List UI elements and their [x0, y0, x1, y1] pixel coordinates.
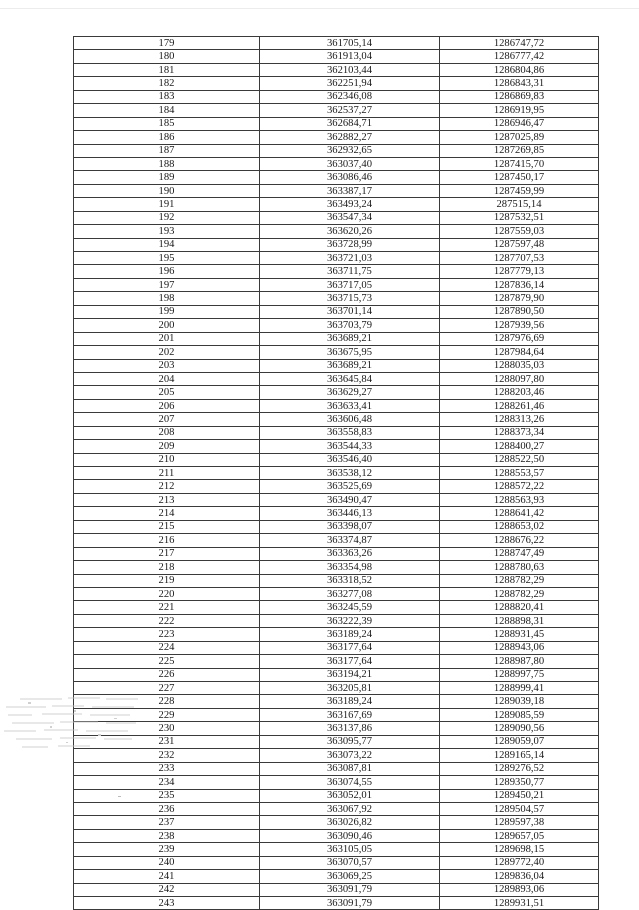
- y-coordinate-cell: 1287879,90: [440, 292, 599, 305]
- x-coordinate-cell: 363245,59: [260, 601, 440, 614]
- point-number-cell: 181: [74, 63, 260, 76]
- y-coordinate-cell: 1287597,48: [440, 238, 599, 251]
- x-coordinate-cell: 361913,04: [260, 50, 440, 63]
- y-coordinate-cell: 1289276,52: [440, 762, 599, 775]
- x-coordinate-cell: 363091,79: [260, 883, 440, 896]
- x-coordinate-cell: 363086,46: [260, 171, 440, 184]
- point-number-cell: 195: [74, 252, 260, 265]
- point-number-cell: 216: [74, 534, 260, 547]
- y-coordinate-cell: 1287025,89: [440, 131, 599, 144]
- table-row: [74, 184, 599, 197]
- point-number-cell: 208: [74, 426, 260, 439]
- y-coordinate-cell: 1289698,15: [440, 843, 599, 856]
- table-row: [74, 77, 599, 90]
- y-coordinate-cell: 1288035,03: [440, 359, 599, 372]
- x-coordinate-cell: 363105,05: [260, 843, 440, 856]
- x-coordinate-cell: 363717,05: [260, 278, 440, 291]
- x-coordinate-cell: 363711,75: [260, 265, 440, 278]
- y-coordinate-cell: 1288782,29: [440, 574, 599, 587]
- point-number-cell: 231: [74, 735, 260, 748]
- y-coordinate-cell: 1289504,57: [440, 802, 599, 815]
- y-coordinate-cell: 1289165,14: [440, 749, 599, 762]
- x-coordinate-cell: 363703,79: [260, 319, 440, 332]
- table-row: [74, 695, 599, 708]
- x-coordinate-cell: 363095,77: [260, 735, 440, 748]
- table-row: [74, 319, 599, 332]
- coordinates-table-body: [74, 37, 599, 910]
- point-number-cell: 229: [74, 708, 260, 721]
- table-row: [74, 668, 599, 681]
- y-coordinate-cell: 1287779,13: [440, 265, 599, 278]
- x-coordinate-cell: 363069,25: [260, 870, 440, 883]
- y-coordinate-cell: 1286843,31: [440, 77, 599, 90]
- table-row: [74, 198, 599, 211]
- table-row: [74, 762, 599, 775]
- point-number-cell: 240: [74, 856, 260, 869]
- point-number-cell: 185: [74, 117, 260, 130]
- point-number-cell: 223: [74, 628, 260, 641]
- y-coordinate-cell: 1287836,14: [440, 278, 599, 291]
- table-row: [74, 238, 599, 251]
- table-row: [74, 856, 599, 869]
- y-coordinate-cell: 1288653,02: [440, 520, 599, 533]
- point-number-cell: 180: [74, 50, 260, 63]
- y-coordinate-cell: 1288572,22: [440, 480, 599, 493]
- x-coordinate-cell: 362932,65: [260, 144, 440, 157]
- table-row: [74, 493, 599, 506]
- x-coordinate-cell: 362537,27: [260, 104, 440, 117]
- point-number-cell: 237: [74, 816, 260, 829]
- x-coordinate-cell: 363546,40: [260, 453, 440, 466]
- y-coordinate-cell: 1286869,83: [440, 90, 599, 103]
- table-row: [74, 870, 599, 883]
- x-coordinate-cell: 363137,86: [260, 722, 440, 735]
- table-row: [74, 131, 599, 144]
- point-number-cell: 204: [74, 372, 260, 385]
- x-coordinate-cell: 363354,98: [260, 561, 440, 574]
- x-coordinate-cell: 363544,33: [260, 440, 440, 453]
- table-row: [74, 117, 599, 130]
- x-coordinate-cell: 362346,08: [260, 90, 440, 103]
- y-coordinate-cell: 1287415,70: [440, 157, 599, 170]
- x-coordinate-cell: 363067,92: [260, 802, 440, 815]
- x-coordinate-cell: 363558,83: [260, 426, 440, 439]
- y-coordinate-cell: 1287559,03: [440, 225, 599, 238]
- table-row: [74, 883, 599, 896]
- table-row: [74, 708, 599, 721]
- y-coordinate-cell: 1288987,80: [440, 655, 599, 668]
- point-number-cell: 242: [74, 883, 260, 896]
- y-coordinate-cell: 1287984,64: [440, 346, 599, 359]
- table-row: [74, 547, 599, 560]
- y-coordinate-cell: 1289657,05: [440, 829, 599, 842]
- point-number-cell: 202: [74, 346, 260, 359]
- x-coordinate-cell: 363645,84: [260, 372, 440, 385]
- y-coordinate-cell: 1289597,38: [440, 816, 599, 829]
- x-coordinate-cell: 363222,39: [260, 614, 440, 627]
- y-coordinate-cell: 1288676,22: [440, 534, 599, 547]
- table-row: [74, 90, 599, 103]
- y-coordinate-cell: 1288782,29: [440, 587, 599, 600]
- x-coordinate-cell: 363363,26: [260, 547, 440, 560]
- table-row: [74, 816, 599, 829]
- y-coordinate-cell: 1287532,51: [440, 211, 599, 224]
- y-coordinate-cell: 1286946,47: [440, 117, 599, 130]
- y-coordinate-cell: 1286919,95: [440, 104, 599, 117]
- table-row: [74, 426, 599, 439]
- y-coordinate-cell: 1288780,63: [440, 561, 599, 574]
- point-number-cell: 214: [74, 507, 260, 520]
- y-coordinate-cell: 1288261,46: [440, 399, 599, 412]
- y-coordinate-cell: 1288997,75: [440, 668, 599, 681]
- point-number-cell: 183: [74, 90, 260, 103]
- y-coordinate-cell: 1288553,57: [440, 467, 599, 480]
- table-row: [74, 480, 599, 493]
- y-coordinate-cell: 1289059,07: [440, 735, 599, 748]
- table-row: [74, 346, 599, 359]
- table-row: [74, 50, 599, 63]
- table-row: [74, 453, 599, 466]
- y-coordinate-cell: 1287976,69: [440, 332, 599, 345]
- table-row: [74, 413, 599, 426]
- y-coordinate-cell: 1287890,50: [440, 305, 599, 318]
- y-coordinate-cell: 1288373,34: [440, 426, 599, 439]
- table-row: [74, 157, 599, 170]
- table-row: [74, 305, 599, 318]
- point-number-cell: 200: [74, 319, 260, 332]
- x-coordinate-cell: 363728,99: [260, 238, 440, 251]
- table-row: [74, 574, 599, 587]
- x-coordinate-cell: 363318,52: [260, 574, 440, 587]
- coordinates-table: [73, 36, 599, 910]
- point-number-cell: 186: [74, 131, 260, 144]
- y-coordinate-cell: 1288999,41: [440, 682, 599, 695]
- table-row: [74, 440, 599, 453]
- table-row: [74, 628, 599, 641]
- point-number-cell: 233: [74, 762, 260, 775]
- y-coordinate-cell: 287515,14: [440, 198, 599, 211]
- table-row: [74, 63, 599, 76]
- x-coordinate-cell: 363493,24: [260, 198, 440, 211]
- y-coordinate-cell: 1289039,18: [440, 695, 599, 708]
- table-row: [74, 843, 599, 856]
- point-number-cell: 191: [74, 198, 260, 211]
- x-coordinate-cell: 363721,03: [260, 252, 440, 265]
- point-number-cell: 193: [74, 225, 260, 238]
- table-row: [74, 776, 599, 789]
- x-coordinate-cell: 362103,44: [260, 63, 440, 76]
- x-coordinate-cell: 363026,82: [260, 816, 440, 829]
- table-row: [74, 372, 599, 385]
- point-number-cell: 189: [74, 171, 260, 184]
- x-coordinate-cell: 363715,73: [260, 292, 440, 305]
- point-number-cell: 236: [74, 802, 260, 815]
- table-row: [74, 587, 599, 600]
- y-coordinate-cell: 1287939,56: [440, 319, 599, 332]
- x-coordinate-cell: 363177,64: [260, 641, 440, 654]
- table-row: [74, 829, 599, 842]
- point-number-cell: 203: [74, 359, 260, 372]
- point-number-cell: 207: [74, 413, 260, 426]
- table-row: [74, 561, 599, 574]
- y-coordinate-cell: 1289893,06: [440, 883, 599, 896]
- point-number-cell: 210: [74, 453, 260, 466]
- table-row: [74, 332, 599, 345]
- table-row: [74, 359, 599, 372]
- x-coordinate-cell: 363547,34: [260, 211, 440, 224]
- table-row: [74, 897, 599, 910]
- x-coordinate-cell: 363689,21: [260, 332, 440, 345]
- x-coordinate-cell: 363606,48: [260, 413, 440, 426]
- x-coordinate-cell: 363091,79: [260, 897, 440, 910]
- point-number-cell: 226: [74, 668, 260, 681]
- y-coordinate-cell: 1286804,86: [440, 63, 599, 76]
- x-coordinate-cell: 363074,55: [260, 776, 440, 789]
- y-coordinate-cell: 1288641,42: [440, 507, 599, 520]
- x-coordinate-cell: 363620,26: [260, 225, 440, 238]
- point-number-cell: 234: [74, 776, 260, 789]
- y-coordinate-cell: 1287450,17: [440, 171, 599, 184]
- point-number-cell: 209: [74, 440, 260, 453]
- table-row: [74, 104, 599, 117]
- y-coordinate-cell: 1286777,42: [440, 50, 599, 63]
- x-coordinate-cell: 363194,21: [260, 668, 440, 681]
- point-number-cell: 198: [74, 292, 260, 305]
- x-coordinate-cell: 363387,17: [260, 184, 440, 197]
- y-coordinate-cell: 1288563,93: [440, 493, 599, 506]
- x-coordinate-cell: 363446,13: [260, 507, 440, 520]
- x-coordinate-cell: 363675,95: [260, 346, 440, 359]
- x-coordinate-cell: 363629,27: [260, 386, 440, 399]
- table-row: [74, 386, 599, 399]
- y-coordinate-cell: 1289350,77: [440, 776, 599, 789]
- x-coordinate-cell: 363374,87: [260, 534, 440, 547]
- table-row: [74, 520, 599, 533]
- point-number-cell: 196: [74, 265, 260, 278]
- y-coordinate-cell: 1289085,59: [440, 708, 599, 721]
- x-coordinate-cell: 363090,46: [260, 829, 440, 842]
- point-number-cell: 213: [74, 493, 260, 506]
- x-coordinate-cell: 363398,07: [260, 520, 440, 533]
- point-number-cell: 192: [74, 211, 260, 224]
- x-coordinate-cell: 363167,69: [260, 708, 440, 721]
- point-number-cell: 179: [74, 37, 260, 50]
- table-row: [74, 789, 599, 802]
- x-coordinate-cell: 363070,57: [260, 856, 440, 869]
- point-number-cell: 232: [74, 749, 260, 762]
- point-number-cell: 228: [74, 695, 260, 708]
- x-coordinate-cell: 363189,24: [260, 695, 440, 708]
- point-number-cell: 188: [74, 157, 260, 170]
- table-row: [74, 292, 599, 305]
- x-coordinate-cell: 363277,08: [260, 587, 440, 600]
- y-coordinate-cell: 1289090,56: [440, 722, 599, 735]
- point-number-cell: 238: [74, 829, 260, 842]
- y-coordinate-cell: 1287269,85: [440, 144, 599, 157]
- x-coordinate-cell: 363490,47: [260, 493, 440, 506]
- point-number-cell: 215: [74, 520, 260, 533]
- y-coordinate-cell: 1289772,40: [440, 856, 599, 869]
- point-number-cell: 235: [74, 789, 260, 802]
- table-row: [74, 601, 599, 614]
- point-number-cell: 201: [74, 332, 260, 345]
- point-number-cell: 227: [74, 682, 260, 695]
- point-number-cell: 243: [74, 897, 260, 910]
- point-number-cell: 205: [74, 386, 260, 399]
- point-number-cell: 211: [74, 467, 260, 480]
- x-coordinate-cell: 363073,22: [260, 749, 440, 762]
- point-number-cell: 218: [74, 561, 260, 574]
- y-coordinate-cell: 1288931,45: [440, 628, 599, 641]
- x-coordinate-cell: 362251,94: [260, 77, 440, 90]
- table-row: [74, 749, 599, 762]
- table-row: [74, 252, 599, 265]
- point-number-cell: 222: [74, 614, 260, 627]
- table-row: [74, 467, 599, 480]
- table-row: [74, 399, 599, 412]
- table-row: [74, 37, 599, 50]
- x-coordinate-cell: 363701,14: [260, 305, 440, 318]
- x-coordinate-cell: 363189,24: [260, 628, 440, 641]
- table-row: [74, 722, 599, 735]
- y-coordinate-cell: 1288203,46: [440, 386, 599, 399]
- point-number-cell: 197: [74, 278, 260, 291]
- y-coordinate-cell: 1289450,21: [440, 789, 599, 802]
- y-coordinate-cell: 1288747,49: [440, 547, 599, 560]
- y-coordinate-cell: 1287707,53: [440, 252, 599, 265]
- y-coordinate-cell: 1288313,26: [440, 413, 599, 426]
- x-coordinate-cell: 363205,81: [260, 682, 440, 695]
- table-row: [74, 225, 599, 238]
- point-number-cell: 220: [74, 587, 260, 600]
- table-row: [74, 265, 599, 278]
- y-coordinate-cell: 1288400,27: [440, 440, 599, 453]
- x-coordinate-cell: 363087,81: [260, 762, 440, 775]
- table-row: [74, 614, 599, 627]
- y-coordinate-cell: 1288522,50: [440, 453, 599, 466]
- table-row: [74, 534, 599, 547]
- x-coordinate-cell: 363538,12: [260, 467, 440, 480]
- point-number-cell: 194: [74, 238, 260, 251]
- x-coordinate-cell: 361705,14: [260, 37, 440, 50]
- y-coordinate-cell: 1287459,99: [440, 184, 599, 197]
- point-number-cell: 225: [74, 655, 260, 668]
- table-row: [74, 802, 599, 815]
- x-coordinate-cell: 363037,40: [260, 157, 440, 170]
- x-coordinate-cell: 363633,41: [260, 399, 440, 412]
- y-coordinate-cell: 1288097,80: [440, 372, 599, 385]
- x-coordinate-cell: 363689,21: [260, 359, 440, 372]
- point-number-cell: 224: [74, 641, 260, 654]
- point-number-cell: 239: [74, 843, 260, 856]
- table-row: [74, 735, 599, 748]
- table-row: [74, 641, 599, 654]
- point-number-cell: 221: [74, 601, 260, 614]
- point-number-cell: 217: [74, 547, 260, 560]
- point-number-cell: 199: [74, 305, 260, 318]
- y-coordinate-cell: 1288898,31: [440, 614, 599, 627]
- y-coordinate-cell: 1289836,04: [440, 870, 599, 883]
- point-number-cell: 182: [74, 77, 260, 90]
- table-row: [74, 171, 599, 184]
- table-row: [74, 682, 599, 695]
- table-row: [74, 278, 599, 291]
- table-row: [74, 655, 599, 668]
- y-coordinate-cell: 1288820,41: [440, 601, 599, 614]
- point-number-cell: 230: [74, 722, 260, 735]
- x-coordinate-cell: 363052,01: [260, 789, 440, 802]
- x-coordinate-cell: 363177,64: [260, 655, 440, 668]
- table-row: [74, 144, 599, 157]
- scan-noise-dot: [118, 796, 121, 797]
- point-number-cell: 184: [74, 104, 260, 117]
- table-row: [74, 211, 599, 224]
- y-coordinate-cell: 1289931,51: [440, 897, 599, 910]
- point-number-cell: 206: [74, 399, 260, 412]
- top-edge-rule: [0, 8, 639, 9]
- x-coordinate-cell: 362882,27: [260, 131, 440, 144]
- point-number-cell: 219: [74, 574, 260, 587]
- y-coordinate-cell: 1286747,72: [440, 37, 599, 50]
- x-coordinate-cell: 363525,69: [260, 480, 440, 493]
- table-row: [74, 507, 599, 520]
- point-number-cell: 212: [74, 480, 260, 493]
- point-number-cell: 241: [74, 870, 260, 883]
- point-number-cell: 190: [74, 184, 260, 197]
- point-number-cell: 187: [74, 144, 260, 157]
- x-coordinate-cell: 362684,71: [260, 117, 440, 130]
- y-coordinate-cell: 1288943,06: [440, 641, 599, 654]
